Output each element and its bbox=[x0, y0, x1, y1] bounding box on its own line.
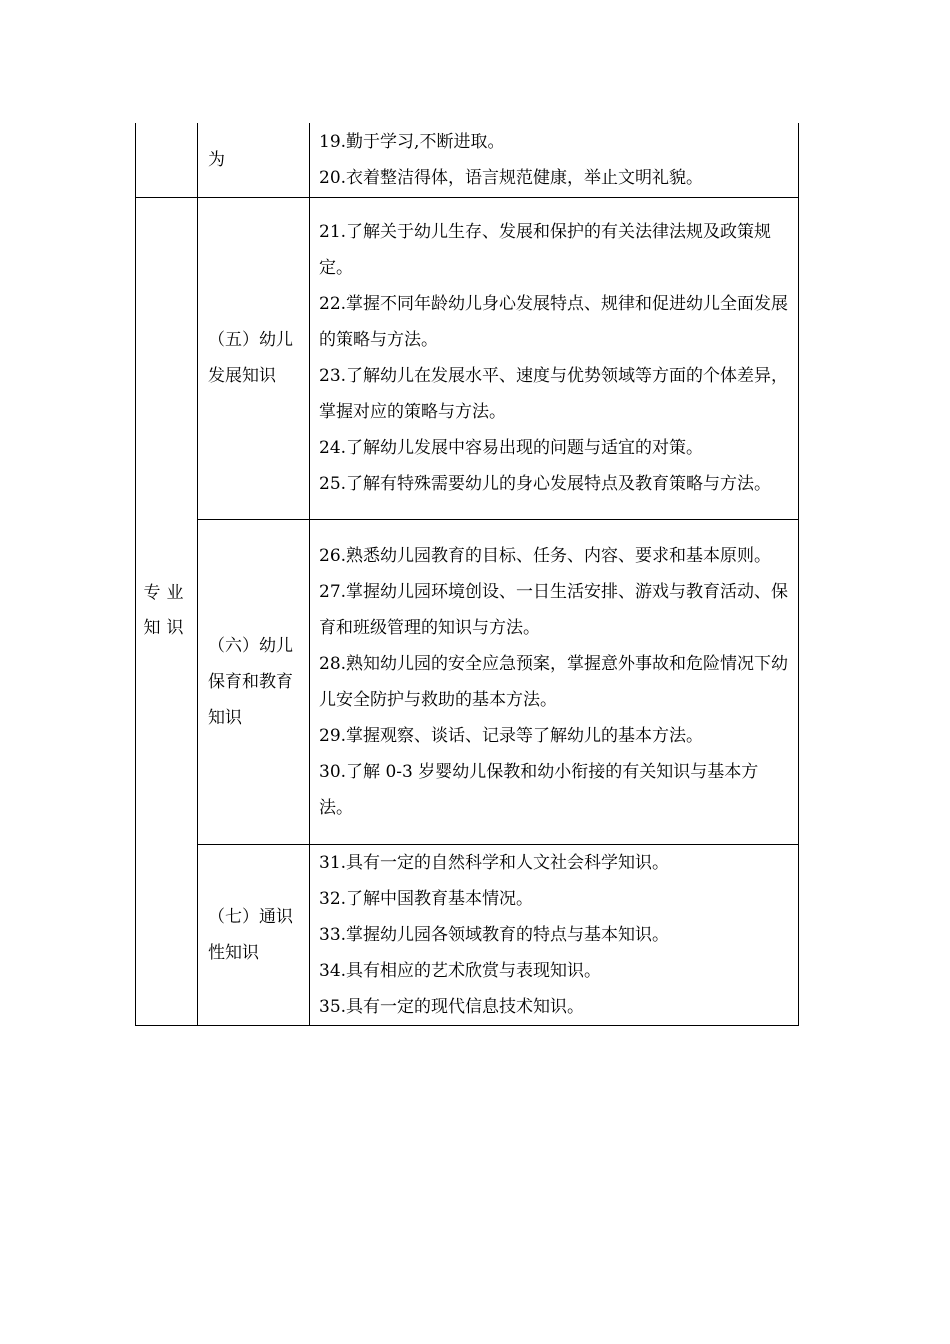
category-label-line2: 知识 bbox=[143, 618, 190, 638]
subcategory-label: 为 bbox=[208, 149, 225, 170]
table-row bbox=[136, 123, 799, 197]
standards-table bbox=[135, 123, 799, 1026]
category-cell bbox=[136, 197, 198, 1025]
list-item: 21.了解关于幼儿生存、发展和保护的有关法律法规及政策规定。 bbox=[319, 222, 772, 278]
subcategory-cell bbox=[198, 519, 310, 844]
table-row bbox=[136, 197, 799, 519]
subcategory-cell bbox=[198, 123, 310, 197]
list-item: 26.熟悉幼儿园教育的目标、任务、内容、要求和基本原则。 bbox=[319, 545, 772, 566]
subcategory-label: （六）幼儿保育和教育知识 bbox=[208, 635, 293, 728]
subcategory-label: （七）通识性知识 bbox=[208, 906, 293, 963]
category-cell bbox=[136, 123, 198, 197]
list-item: 20.衣着整洁得体，语言规范健康，举止文明礼貌。 bbox=[319, 167, 704, 188]
list-item: 31.具有一定的自然科学和人文社会科学知识。 bbox=[319, 852, 670, 873]
table-row bbox=[136, 519, 799, 844]
list-item: 28.熟知幼儿园的安全应急预案，掌握意外事故和危险情况下幼儿安全防护与救助的基本方法。 bbox=[319, 653, 789, 710]
list-item: 23.了解幼儿在发展水平、速度与优势领域等方面的个体差异，掌握对应的策略与方法。 bbox=[319, 366, 789, 422]
category-label-line1: 专业 bbox=[143, 583, 190, 603]
items-cell bbox=[310, 123, 799, 197]
subcategory-cell bbox=[198, 197, 310, 519]
list-item: 25.了解有特殊需要幼儿的身心发展特点及教育策略与方法。 bbox=[319, 474, 772, 494]
items-cell bbox=[310, 844, 799, 1025]
subcategory-cell bbox=[198, 844, 310, 1025]
list-item: 32.了解中国教育基本情况。 bbox=[319, 888, 534, 909]
list-item: 22.掌握不同年龄幼儿身心发展特点、规律和促进幼儿全面发展的策略与方法。 bbox=[319, 294, 789, 350]
list-item: 27.掌握幼儿园环境创设、一日生活安排、游戏与教育活动、保育和班级管理的知识与方法。 bbox=[319, 581, 789, 638]
list-item: 35.具有一定的现代信息技术知识。 bbox=[319, 996, 585, 1017]
items-cell bbox=[310, 519, 799, 844]
list-item: 19.勤于学习,不断进取。 bbox=[319, 131, 505, 152]
subcategory-label: （五）幼儿发展知识 bbox=[208, 330, 293, 386]
list-item: 33.掌握幼儿园各领域教育的特点与基本知识。 bbox=[319, 924, 670, 945]
list-item: 29.掌握观察、谈话、记录等了解幼儿的基本方法。 bbox=[319, 725, 704, 746]
list-item: 34.具有相应的艺术欣赏与表现知识。 bbox=[319, 960, 602, 981]
table-row bbox=[136, 844, 799, 1025]
list-item: 24.了解幼儿发展中容易出现的问题与适宜的对策。 bbox=[319, 438, 704, 458]
items-cell bbox=[310, 197, 799, 519]
list-item: 30.了解 0-3 岁婴幼儿保教和幼小衔接的有关知识与基本方法。 bbox=[319, 761, 759, 818]
